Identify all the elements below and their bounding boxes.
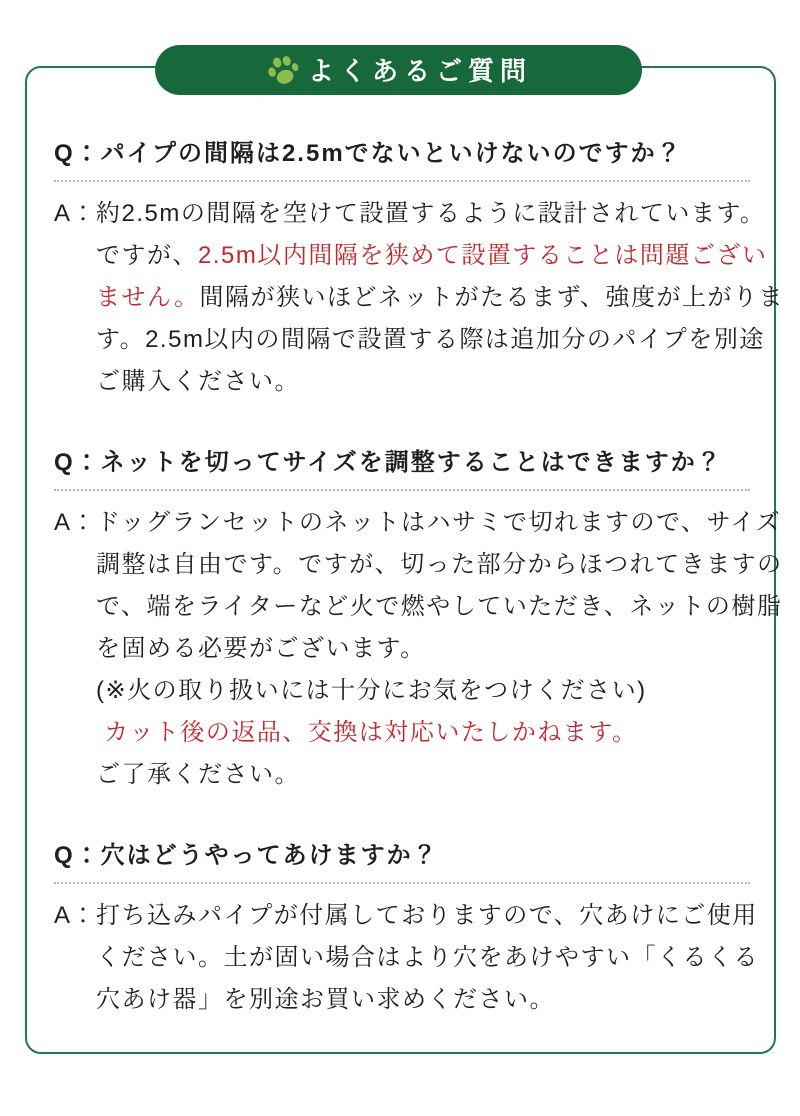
faq-question bbox=[54, 138, 750, 170]
faq-title: よくあるご質問 bbox=[307, 56, 532, 86]
faq-answer bbox=[54, 895, 759, 1021]
answer-highlight-segment: カット後の返品、交換は対応いたしかねます。 bbox=[96, 719, 638, 746]
answer-highlight-segment: 2.5m以内間隔を狭めて設置することは問題ござい bbox=[198, 242, 768, 269]
answer-label: A： bbox=[54, 509, 97, 536]
question-label: Q： bbox=[54, 140, 101, 167]
answer-highlight-segment: ません。 bbox=[96, 284, 200, 311]
answer-body bbox=[96, 502, 783, 796]
answer-text-segment: す。2.5m以内の間隔で設置する際は追加分のパイプを別途 bbox=[96, 326, 765, 353]
answer-line bbox=[96, 544, 783, 586]
answer-text-segment: ですが、 bbox=[96, 242, 198, 269]
answer-text-segment: 調整は自由です。ですが、切った部分からほつれてきますの bbox=[96, 551, 783, 578]
faq-question bbox=[54, 447, 750, 479]
faq-item bbox=[54, 138, 785, 403]
faq-panel bbox=[25, 66, 785, 1054]
dotted-separator bbox=[54, 489, 750, 491]
answer-text-segment: を固める必要がございます。 bbox=[96, 635, 426, 662]
answer-body bbox=[96, 895, 759, 1021]
answer-line bbox=[96, 319, 765, 361]
question-label: Q： bbox=[54, 449, 101, 476]
answer-text-segment: 打ち込みパイプが付属しておりますので、穴あけにご使用 bbox=[96, 902, 758, 929]
answer-text-segment: (※火の取り扱いには十分にお気をつけください) bbox=[96, 677, 647, 704]
answer-line bbox=[96, 937, 759, 979]
answer-label: A： bbox=[54, 902, 97, 929]
dotted-separator bbox=[54, 882, 750, 884]
question-text: ネットを切ってサイズを調整することはできますか？ bbox=[100, 449, 723, 476]
answer-text-segment: ください。土が固い場合はより穴をあけやすい「くるくる bbox=[96, 944, 759, 971]
answer-text-segment: 間隔が狭いほどネットがたるまず、強度が上がりま bbox=[199, 284, 785, 311]
dotted-separator bbox=[54, 180, 750, 182]
answer-label: A： bbox=[54, 200, 97, 227]
answer-line bbox=[96, 712, 750, 754]
faq-header-pill bbox=[155, 45, 642, 95]
answer-line bbox=[96, 502, 782, 544]
answer-text-segment: ご了承ください。 bbox=[96, 761, 300, 788]
answer-line bbox=[96, 277, 785, 319]
question-text: パイプの間隔は2.5mでないといけないのですか？ bbox=[100, 140, 683, 167]
answer-body bbox=[96, 193, 785, 403]
answer-line bbox=[96, 754, 750, 796]
question-text: 穴はどうやってあけますか？ bbox=[100, 842, 439, 869]
answer-line bbox=[96, 895, 758, 937]
faq-item bbox=[54, 840, 759, 1021]
answer-text-segment: ご購入ください。 bbox=[96, 368, 300, 395]
answer-line bbox=[96, 628, 750, 670]
faq-answer bbox=[54, 502, 783, 796]
answer-text-segment: 穴あけ器」を別途お買い求めください。 bbox=[96, 986, 555, 1013]
answer-line bbox=[96, 193, 766, 235]
answer-line bbox=[96, 586, 783, 628]
answer-line bbox=[96, 361, 750, 403]
answer-text-segment: 約2.5mの間隔を空けて設置するように設計されています。 bbox=[96, 200, 766, 227]
faq-question bbox=[54, 840, 750, 872]
answer-line bbox=[96, 670, 750, 712]
answer-line bbox=[96, 979, 750, 1021]
faq-answer bbox=[54, 193, 785, 403]
answer-line bbox=[96, 235, 768, 277]
answer-text-segment: で、端をライターなど火で燃やしていただき、ネットの樹脂 bbox=[96, 593, 783, 620]
question-label: Q： bbox=[54, 842, 101, 869]
paw-icon bbox=[265, 53, 299, 87]
answer-text-segment: ドッグランセットのネットはハサミで切れますので、サイズ bbox=[96, 509, 782, 536]
faq-item bbox=[54, 447, 783, 796]
